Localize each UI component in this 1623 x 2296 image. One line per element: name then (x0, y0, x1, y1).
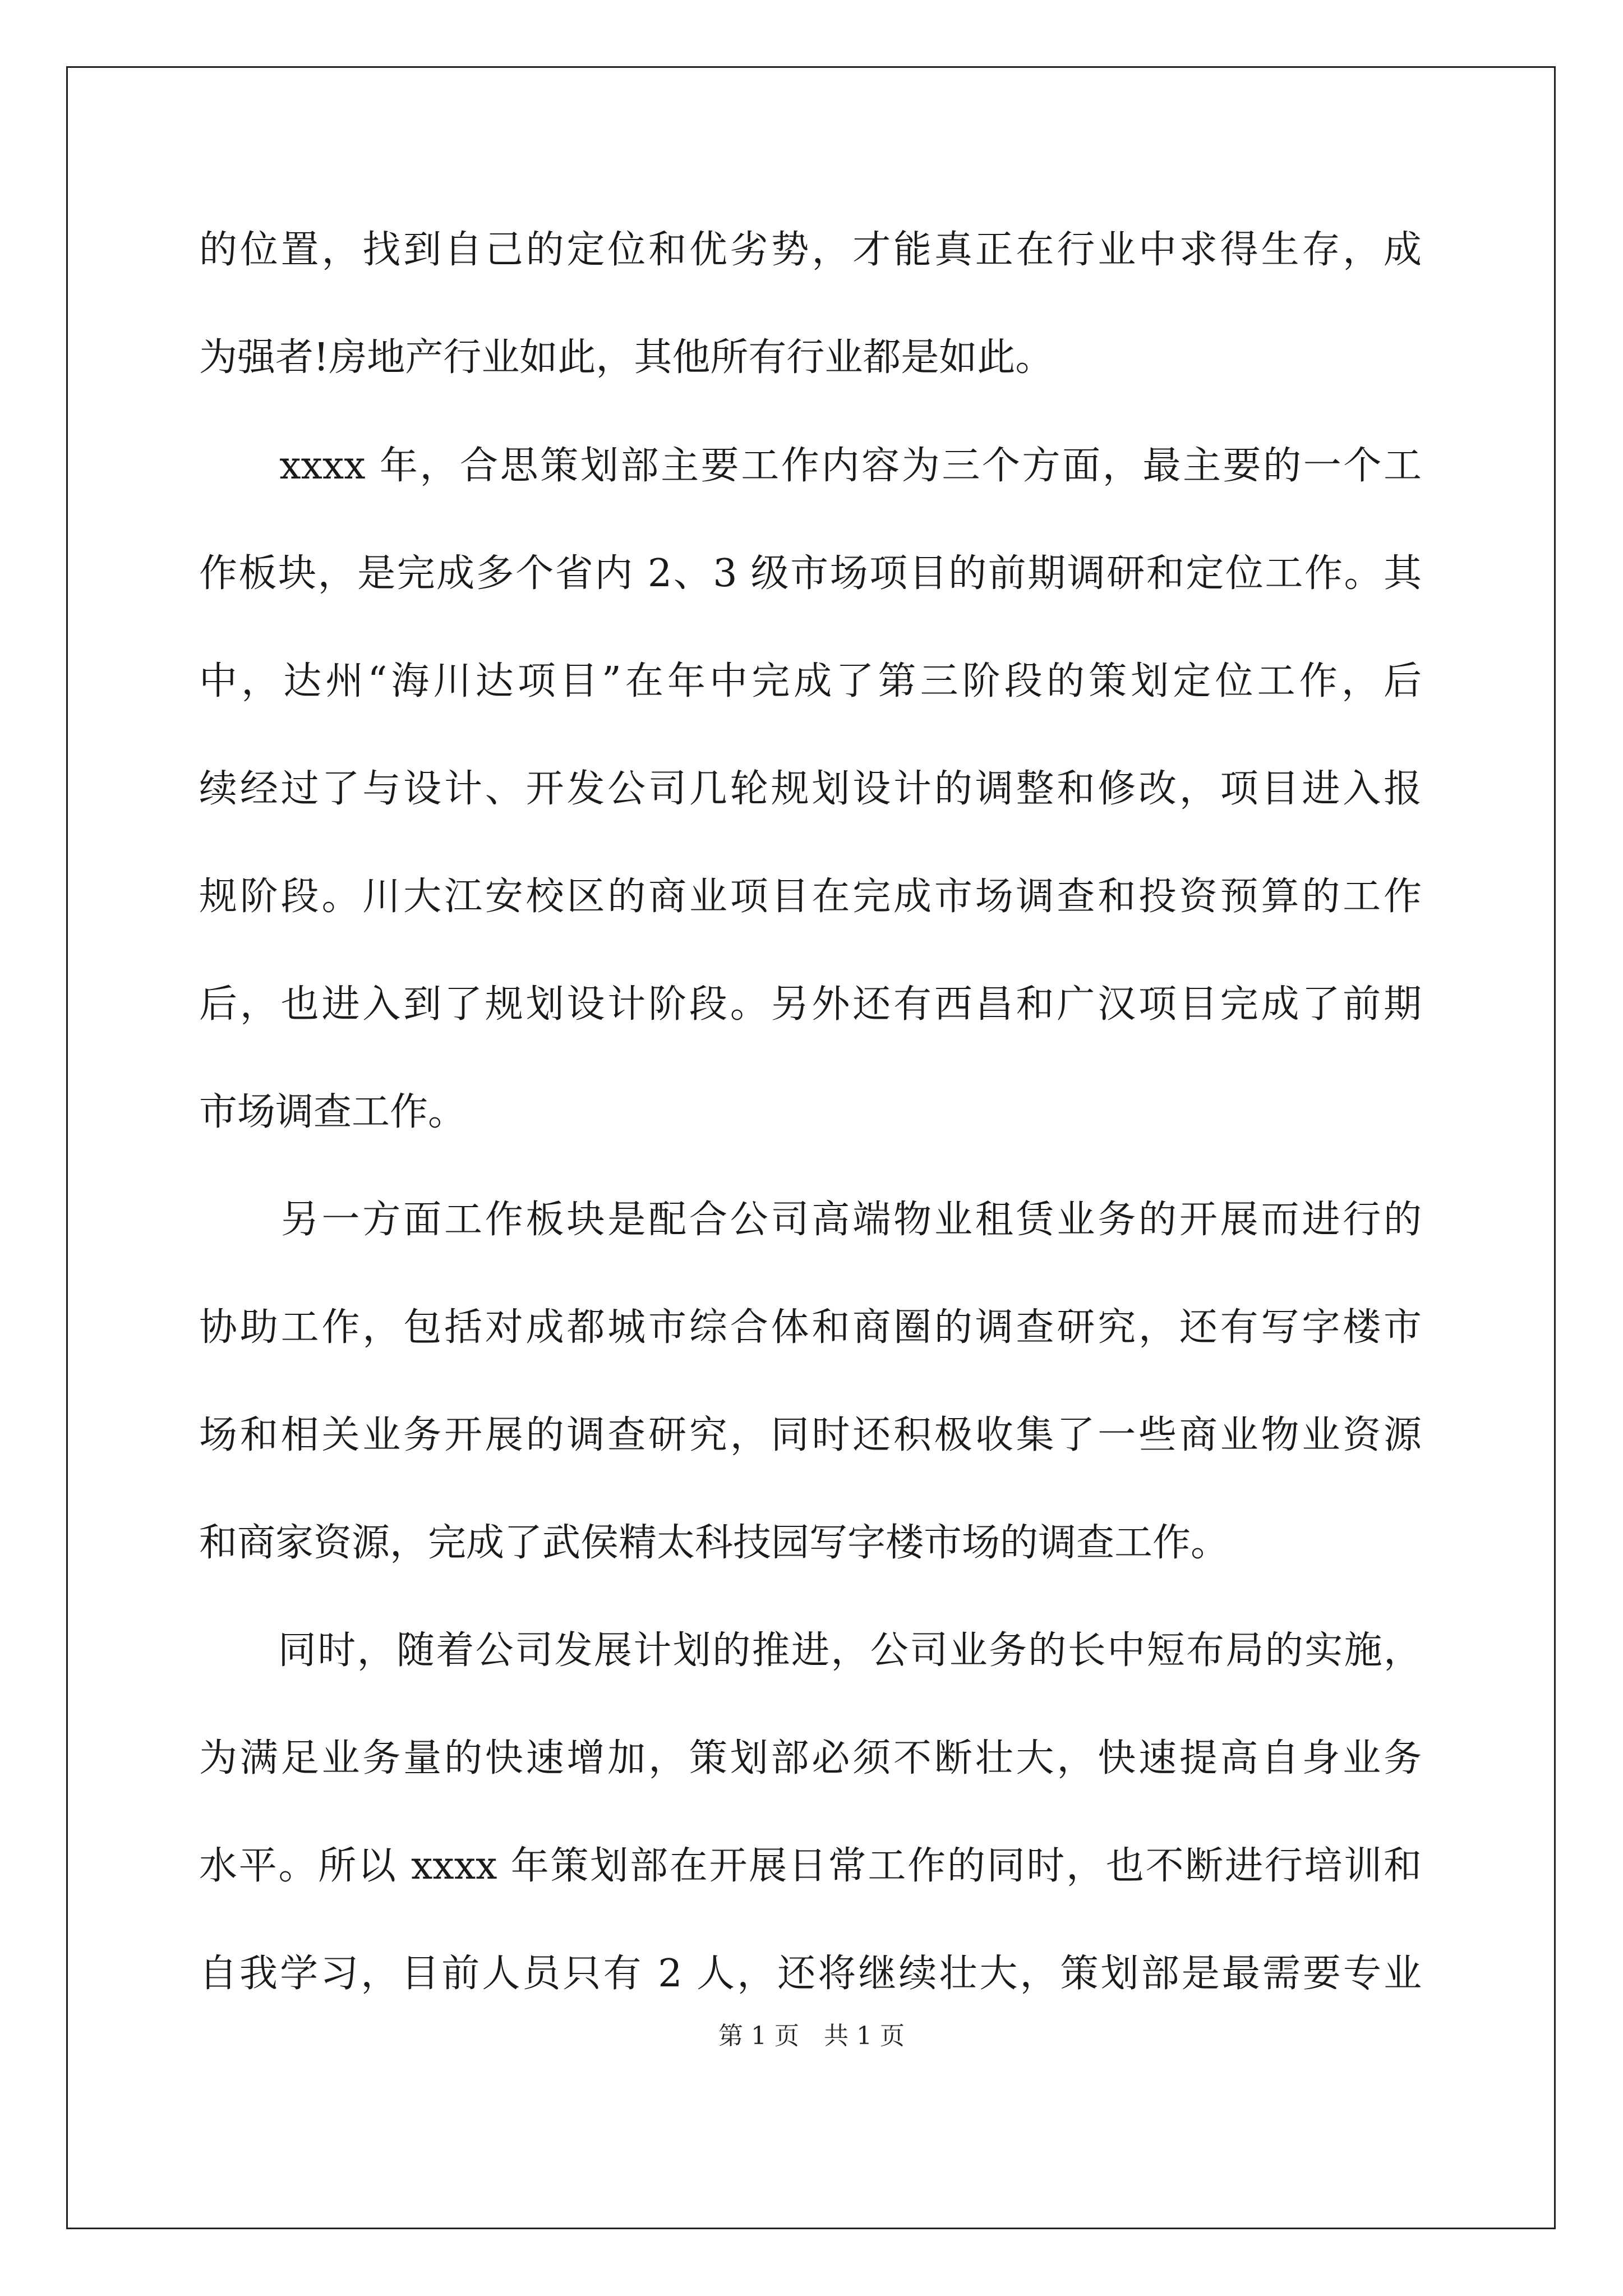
page-indicator: 第 1 页 共 1 页 (718, 2022, 905, 2050)
text-line: 为满足业务量的快速增加，策划部必须不断壮大，快速提高自身业务 (199, 1736, 1422, 1780)
text-line: 的位置，找到自己的定位和优劣势，才能真正在行业中求得生存，成 (199, 228, 1422, 272)
text-line: 自我学习，目前人员只有 2 人，还将继续壮大，策划部是最需要专业 (199, 1952, 1422, 1996)
text-line: 场和相关业务开展的调查研究，同时还积极收集了一些商业物业资源 (199, 1413, 1422, 1457)
text-line: 规阶段。川大江安校区的商业项目在完成市场调查和投资预算的工作 (199, 875, 1422, 919)
text-line: 后，也进入到了规划设计阶段。另外还有西昌和广汉项目完成了前期 (199, 982, 1422, 1027)
text-line: 续经过了与设计、开发公司几轮规划设计的调整和修改，项目进入报 (199, 767, 1422, 811)
text-line: xxxx 年，合思策划部主要工作内容为三个方面，最主要的一个工 (199, 444, 1422, 488)
text-line: 协助工作，包括对成都城市综合体和商圈的调查研究，还有写字楼市 (199, 1305, 1422, 1350)
text-line: 作板块，是完成多个省内 2、3 级市场项目的前期调研和定位工作。其 (199, 551, 1422, 596)
text-line: 水平。所以 xxxx 年策划部在开展日常工作的同时，也不断进行培训和 (199, 1844, 1422, 1888)
page-border (66, 66, 1556, 2229)
text-line: 另一方面工作板块是配合公司高端物业租赁业务的开展而进行的 (199, 1198, 1422, 1242)
text-line: 中，达州“海川达项目”在年中完成了第三阶段的策划定位工作，后 (199, 659, 1422, 703)
text-line: 同时，随着公司发展计划的推进，公司业务的长中短布局的实施， (199, 1628, 1422, 1673)
text-line: 为强者!房地产行业如此，其他所有行业都是如此。 (199, 335, 1054, 380)
text-line: 和商家资源，完成了武侯精太科技园写字楼市场的调查工作。 (199, 1521, 1229, 1565)
text-line: 市场调查工作。 (199, 1090, 467, 1134)
page-footer (0, 2019, 1623, 2053)
